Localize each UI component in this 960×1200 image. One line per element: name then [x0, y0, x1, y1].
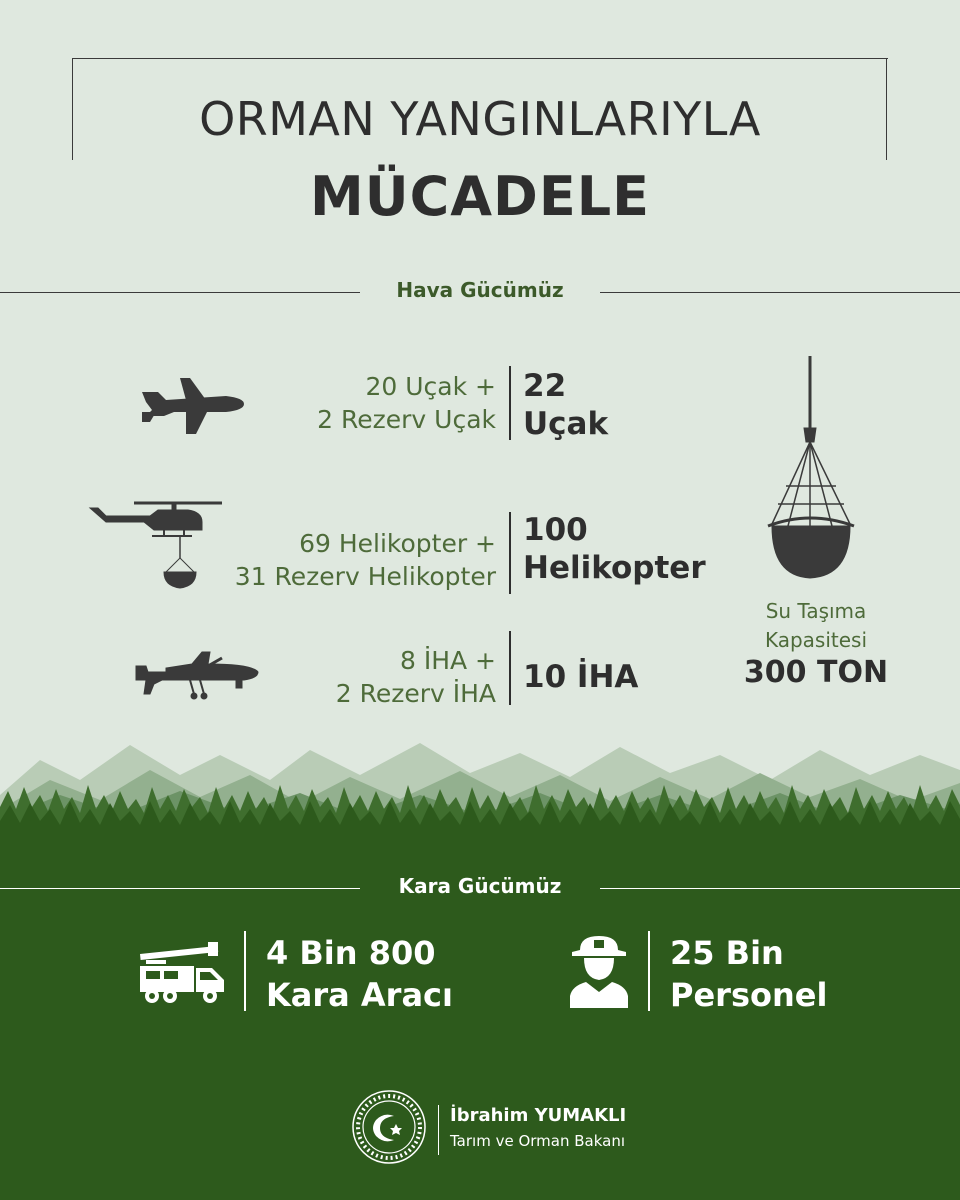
drone-icon	[132, 650, 262, 706]
water-capacity-label-line1: Su Taşıma	[765, 599, 867, 623]
air-section-divider-right	[600, 292, 960, 293]
helicopter-total-value: 100	[523, 512, 588, 548]
forest-mountains-illustration	[0, 725, 960, 844]
ground-section-divider-right	[600, 888, 960, 889]
helicopter-detail-line1: 69 Helikopter +	[299, 529, 496, 558]
drone-row-divider	[509, 631, 511, 705]
water-capacity-value: 300 TON	[743, 655, 889, 690]
water-bucket-icon	[764, 354, 860, 588]
helicopter-detail-line2: 31 Rezerv Helikopter	[234, 562, 496, 591]
personnel-total-value: 25 Bin	[670, 934, 784, 972]
vehicles-total-value: 4 Bin 800	[266, 934, 436, 972]
drone-total-value: 10 İHA	[523, 659, 639, 695]
minister-role: Tarım ve Orman Bakanı	[450, 1132, 626, 1150]
personnel-divider	[648, 931, 650, 1011]
fire-truck-icon	[136, 938, 228, 1012]
drone-detail	[336, 644, 496, 710]
drone-detail-line2: 2 Rezerv İHA	[335, 679, 496, 708]
airplane-detail-line2: 2 Rezerv Uçak	[317, 405, 496, 434]
helicopter-total	[523, 511, 706, 587]
ground-section-divider-left	[0, 888, 360, 889]
page-title-line1: ORMAN YANGINLARIYLA	[199, 92, 761, 146]
airplane-row-divider	[509, 366, 511, 440]
page-title-line2: MÜCADELE	[309, 165, 650, 228]
airplane-total	[523, 367, 608, 443]
water-capacity-label-line2: Kapasitesi	[764, 628, 868, 652]
drone-total	[523, 658, 638, 696]
helicopter-detail	[235, 527, 496, 593]
personnel-total	[670, 932, 827, 1016]
firefighter-icon	[566, 932, 632, 1012]
vehicles-total	[266, 932, 453, 1016]
helicopter-icon	[88, 500, 226, 596]
airplane-total-value: 22	[523, 368, 567, 404]
airplane-detail	[317, 370, 496, 436]
helicopter-total-unit: Helikopter	[523, 550, 706, 586]
airplane-icon	[134, 372, 246, 440]
minister-name: İbrahim YUMAKLI	[450, 1105, 627, 1126]
air-section-divider-left	[0, 292, 360, 293]
airplane-detail-line1: 20 Uçak +	[365, 372, 496, 401]
ground-section-title: Kara Gücümüz	[398, 874, 562, 898]
personnel-total-unit: Personel	[670, 976, 828, 1014]
air-section-title: Hava Gücümüz	[396, 278, 564, 302]
title-frame-top	[72, 58, 888, 59]
drone-detail-line1: 8 İHA +	[399, 646, 496, 675]
vehicles-divider	[244, 931, 246, 1011]
footer-divider	[438, 1105, 439, 1155]
airplane-total-unit: Uçak	[523, 406, 609, 442]
vehicles-total-unit: Kara Aracı	[266, 976, 453, 1014]
ministry-seal-icon	[350, 1088, 428, 1170]
helicopter-row-divider	[509, 512, 511, 594]
water-capacity-label	[716, 597, 916, 655]
